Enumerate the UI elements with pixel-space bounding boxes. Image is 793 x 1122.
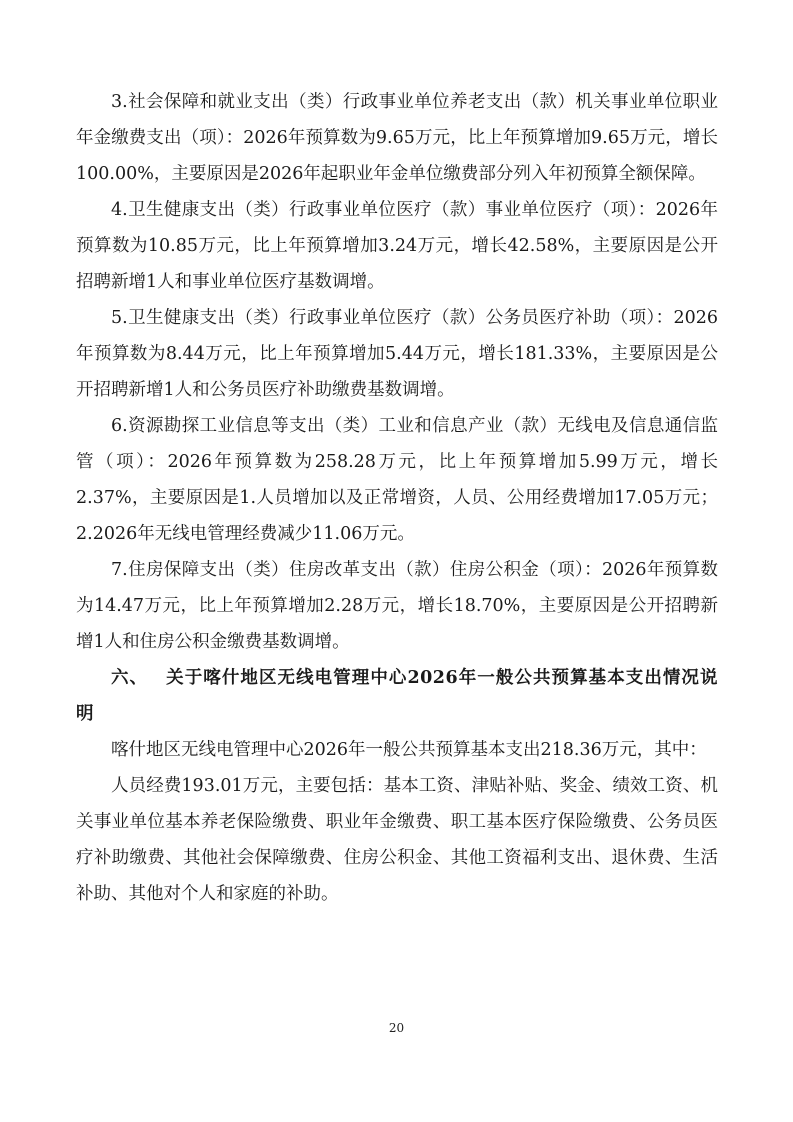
section-heading	[76, 660, 718, 732]
paragraph-item-3: 3.社会保障和就业支出（类）行政事业单位养老支出（款）机关事业单位职业年金缴费支出（项）：2026年预算数为9.65万元，比上年预算增加9.65万元，增长100.00%，主要原因是2026年起职业年金单位缴费部分列入年初预算全额保障。	[76, 92, 718, 184]
summary-paragraph: 喀什地区无线电管理中心2026年一般公共预算基本支出218.36万元，其中：	[111, 740, 707, 760]
paragraph-item-7: 7.住房保障支出（类）住房改革支出（款）住房公积金（项）：2026年预算数为14.47万元，比上年预算增加2.28万元，增长18.70%，主要原因是公开招聘新增1人和住房公积金缴费基数调增。	[76, 560, 718, 652]
paragraph-item-5: 5.卫生健康支出（类）行政事业单位医疗（款）公务员医疗补助（项）：2026年预算数为8.44万元，比上年预算增加5.44万元，增长181.33%，主要原因是公开招聘新增1人和公务员医疗补助缴费基数调增。	[76, 308, 718, 400]
page-number: 20	[388, 1021, 405, 1035]
section-number: 六、	[111, 668, 149, 688]
section-title: 关于喀什地区无线电管理中心2026年一般公共预算基本支出情况说明	[76, 668, 718, 724]
document-body	[76, 84, 718, 912]
personnel-expense-paragraph: 人员经费193.01万元，主要包括：基本工资、津贴补贴、奖金、绩效工资、机关事业单位基本养老保险缴费、职业年金缴费、职工基本医疗保险缴费、公务员医疗补助缴费、其他社会保障缴费、住房公积金、其他工资福利支出、退休费、生活补助、其他对个人和家庭的补助。	[76, 776, 718, 904]
paragraph-item-4: 4.卫生健康支出（类）行政事业单位医疗（款）事业单位医疗（项）：2026年预算数为10.85万元，比上年预算增加3.24万元，增长42.58%，主要原因是公开招聘新增1人和事业单位医疗基数调增。	[76, 200, 718, 292]
paragraph-item-6: 6.资源勘探工业信息等支出（类）工业和信息产业（款）无线电及信息通信监管（项）：2026年预算数为258.28万元，比上年预算增加5.99万元，增长2.37%，主要原因是1.人员增加以及正常增资，人员、公用经费增加17.05万元；2.2026年无线电管理经费减少11.06万元。	[76, 416, 718, 544]
